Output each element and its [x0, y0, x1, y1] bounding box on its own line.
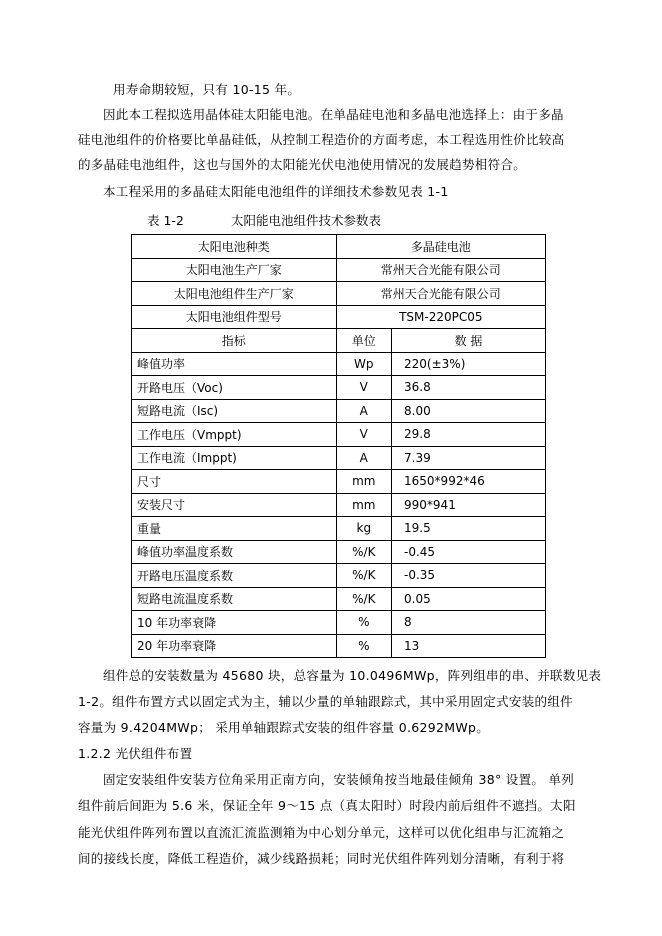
table-row	[132, 258, 546, 282]
param-value: 0.05	[392, 587, 546, 611]
info-label: 太阳电池组件生产厂家	[132, 282, 337, 306]
paragraph-line: 间的接线长度，降低工程造价，减少线路损耗；同时光伏组件阵列划分清晰，有利于将	[78, 851, 565, 866]
param-unit: V	[336, 423, 391, 447]
paragraph-line: 组件前后间距为 5.6 米，保证全年 9～15 点（真太阳时）时段内前后组件不遮挡。太阳	[78, 798, 576, 813]
param-value: 36.8	[392, 376, 546, 400]
param-name: 峰值功率温度系数	[132, 540, 337, 564]
header-data: 数 据	[392, 329, 546, 353]
param-unit: kg	[336, 517, 391, 541]
table-row	[132, 564, 546, 588]
param-value: -0.35	[392, 564, 546, 588]
param-unit: mm	[336, 493, 391, 517]
param-unit: Wp	[336, 352, 391, 376]
table-row	[132, 540, 546, 564]
param-value: 1650*992*46	[392, 470, 546, 494]
param-value: -0.45	[392, 540, 546, 564]
table-row	[132, 493, 546, 517]
param-name: 短路电流（Isc)	[132, 399, 337, 423]
info-label: 太阳电池种类	[132, 235, 337, 259]
param-unit: mm	[336, 470, 391, 494]
paragraph-line: 硅电池组件的价格要比单晶硅低，从控制工程造价的方面考虑，本工程选用性价比较高	[78, 132, 565, 147]
info-label: 太阳电池组件型号	[132, 305, 337, 329]
table-row	[132, 282, 546, 306]
param-unit: A	[336, 446, 391, 470]
param-name: 尺寸	[132, 470, 337, 494]
param-unit: %/K	[336, 564, 391, 588]
header-indicator: 指标	[132, 329, 337, 353]
param-unit: V	[336, 376, 391, 400]
paragraph-line: 固定安装组件安装方位角采用正南方向，安装倾角按当地最佳倾角 38° 设置。 单列	[103, 772, 575, 787]
table-row	[132, 517, 546, 541]
param-name: 工作电压（Vmppt)	[132, 423, 337, 447]
param-name: 重量	[132, 517, 337, 541]
table-row	[132, 611, 546, 635]
param-name: 安装尺寸	[132, 493, 337, 517]
info-value: 多晶硅电池	[336, 235, 545, 259]
paragraph-line: 能光伏组件阵列布置以直流汇流监测箱为中心划分单元，这样可以优化组串与汇流箱之	[78, 825, 565, 840]
paragraph-line: 用寿命期较短，只有 10-15 年。	[113, 82, 301, 97]
table-row	[132, 235, 546, 259]
table-row	[132, 376, 546, 400]
param-name: 10 年功率衰降	[132, 611, 337, 635]
param-value: 7.39	[392, 446, 546, 470]
table-row	[132, 634, 546, 658]
info-value: 常州天合光能有限公司	[336, 282, 545, 306]
param-name: 20 年功率衰降	[132, 634, 337, 658]
param-unit: %/K	[336, 587, 391, 611]
info-label: 太阳电池生产厂家	[132, 258, 337, 282]
param-unit: %/K	[336, 540, 391, 564]
paragraph-line: 因此本工程拟选用晶体硅太阳能电池。在单晶硅电池和多晶电池选择上：由于多晶	[103, 107, 564, 122]
param-value: 29.8	[392, 423, 546, 447]
header-unit: 单位	[336, 329, 391, 353]
param-value: 19.5	[392, 517, 546, 541]
paragraph-line: 组件总的安装数量为 45680 块，总容量为 10.0496MWp，阵列组串的串、并联数见表	[103, 668, 602, 683]
table-row	[132, 587, 546, 611]
info-value: TSM-220PC05	[336, 305, 545, 329]
param-unit: %	[336, 634, 391, 658]
param-value: 220(±3%)	[392, 352, 546, 376]
table-row	[132, 399, 546, 423]
table-row	[132, 305, 546, 329]
paragraph-line: 的多晶硅电池组件，这也与国外的太阳能光伏电池使用情况的发展趋势相符合。	[78, 157, 527, 172]
table-row	[132, 446, 546, 470]
param-unit: A	[336, 399, 391, 423]
paragraph-line: 1-2。组件布置方式以固定式为主，辅以少量的单轴跟踪式，其中采用固定式安装的组件	[78, 694, 573, 709]
param-name: 短路电流温度系数	[132, 587, 337, 611]
param-name: 开路电压（Voc)	[132, 376, 337, 400]
table-row	[132, 423, 546, 447]
paragraph-line: 本工程采用的多晶硅太阳能电池组件的详细技术参数见表 1-1	[103, 184, 449, 199]
param-unit: %	[336, 611, 391, 635]
param-name: 峰值功率	[132, 352, 337, 376]
paragraph-line: 容量为 9.4204MWp； 采用单轴跟踪式安装的组件容量 0.6292MWp。	[78, 720, 490, 735]
param-value: 990*941	[392, 493, 546, 517]
table-header-row	[132, 329, 546, 353]
table-row	[132, 352, 546, 376]
param-value: 8.00	[392, 399, 546, 423]
table-caption-title: 太阳能电池组件技术参数表	[231, 213, 382, 228]
table-caption-number: 表 1-2	[147, 213, 184, 228]
param-value: 8	[392, 611, 546, 635]
table-row	[132, 470, 546, 494]
section-heading: 1.2.2 光伏组件布置	[78, 746, 193, 761]
param-name: 工作电流（Imppt)	[132, 446, 337, 470]
param-value: 13	[392, 634, 546, 658]
param-name: 开路电压温度系数	[132, 564, 337, 588]
spec-table	[131, 234, 546, 658]
info-value: 常州天合光能有限公司	[336, 258, 545, 282]
